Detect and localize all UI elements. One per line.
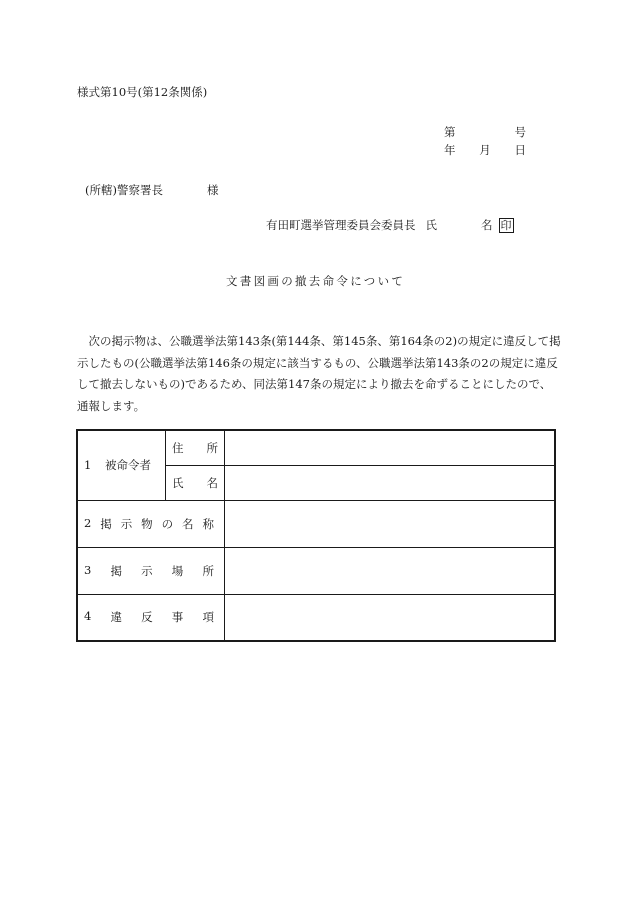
item-name-label-char: 称 [202,516,214,531]
address-label-cell [166,430,225,465]
name-value-cell[interactable] [225,465,556,500]
subject-label: 被命令者 [104,458,151,473]
sender-name-shi: 氏 [425,218,437,232]
body-paragraph: 次の掲示物は、公職選挙法第143条(第144条、第145条、第164条の2)の規定に違反して掲示したもの(公職選挙法第146条の規定に該当するもの、公職選挙法第143条の2の規定に違反して撤去しないもの)であるため、同法第147条の規定により撤去を命ずることにしたので、通報します。 [77,334,561,413]
addressee-honorific: 様 [206,183,219,197]
item-name-label-char: 名 [182,516,194,531]
order-details-table [76,429,556,642]
date-day: 日 [514,143,526,157]
date-month: 月 [479,143,491,157]
location-label-cell [77,547,225,594]
violation-label-char: 4 [84,609,92,624]
table-row [77,547,555,594]
item-name-label-char: 掲 [100,516,112,531]
violation-label-cell [77,594,225,641]
table-row [77,430,555,465]
item-name-label-cell [77,500,225,547]
sender-name-mei: 名 [481,218,493,232]
addressee [85,182,218,198]
form-number-label: 様式第10号(第12条関係) [77,85,208,99]
addressee-name: (所轄)警察署長 [85,183,163,197]
seal-mark: 印 [500,218,512,232]
name-label-cell [166,465,225,500]
item-name-label-char: 物 [141,516,153,531]
address-label-char-1: 住 [172,440,184,455]
date-line [444,142,526,158]
violation-label-char: 反 [141,610,153,625]
item-name-label-char: 2 [84,515,92,530]
location-value-cell[interactable] [225,547,556,594]
date-year: 年 [444,143,456,157]
location-label-char: 所 [202,563,214,578]
location-label-char: 場 [171,563,184,578]
violation-label-char: 項 [202,610,214,625]
item-name-value-cell[interactable] [225,500,556,547]
violation-label-char: 事 [171,610,184,625]
location-label-char: 示 [141,563,153,578]
table-row [77,500,555,547]
sender [266,217,514,233]
address-value-cell[interactable] [225,430,556,465]
name-label-char-2: 名 [206,475,218,490]
violation-value-cell[interactable] [225,594,556,641]
violation-label-char: 違 [110,610,122,625]
document-title: 文書図画の撤去命令について [226,274,406,288]
table-row [77,594,555,641]
number-suffix: 号 [514,125,526,139]
address-label-char-2: 所 [206,440,218,455]
item-name-label-char: 示 [120,516,133,531]
subject-label-cell [77,430,166,500]
sender-title: 有田町選挙管理委員会委員長 [266,218,416,232]
location-label-char: 3 [84,562,92,577]
number-prefix: 第 [444,125,456,139]
name-label-char-1: 氏 [172,475,184,490]
subject-number: 1 [84,458,92,473]
location-label-char: 掲 [110,563,122,578]
item-name-label-char: の [161,516,174,531]
document-number-line [444,124,526,140]
